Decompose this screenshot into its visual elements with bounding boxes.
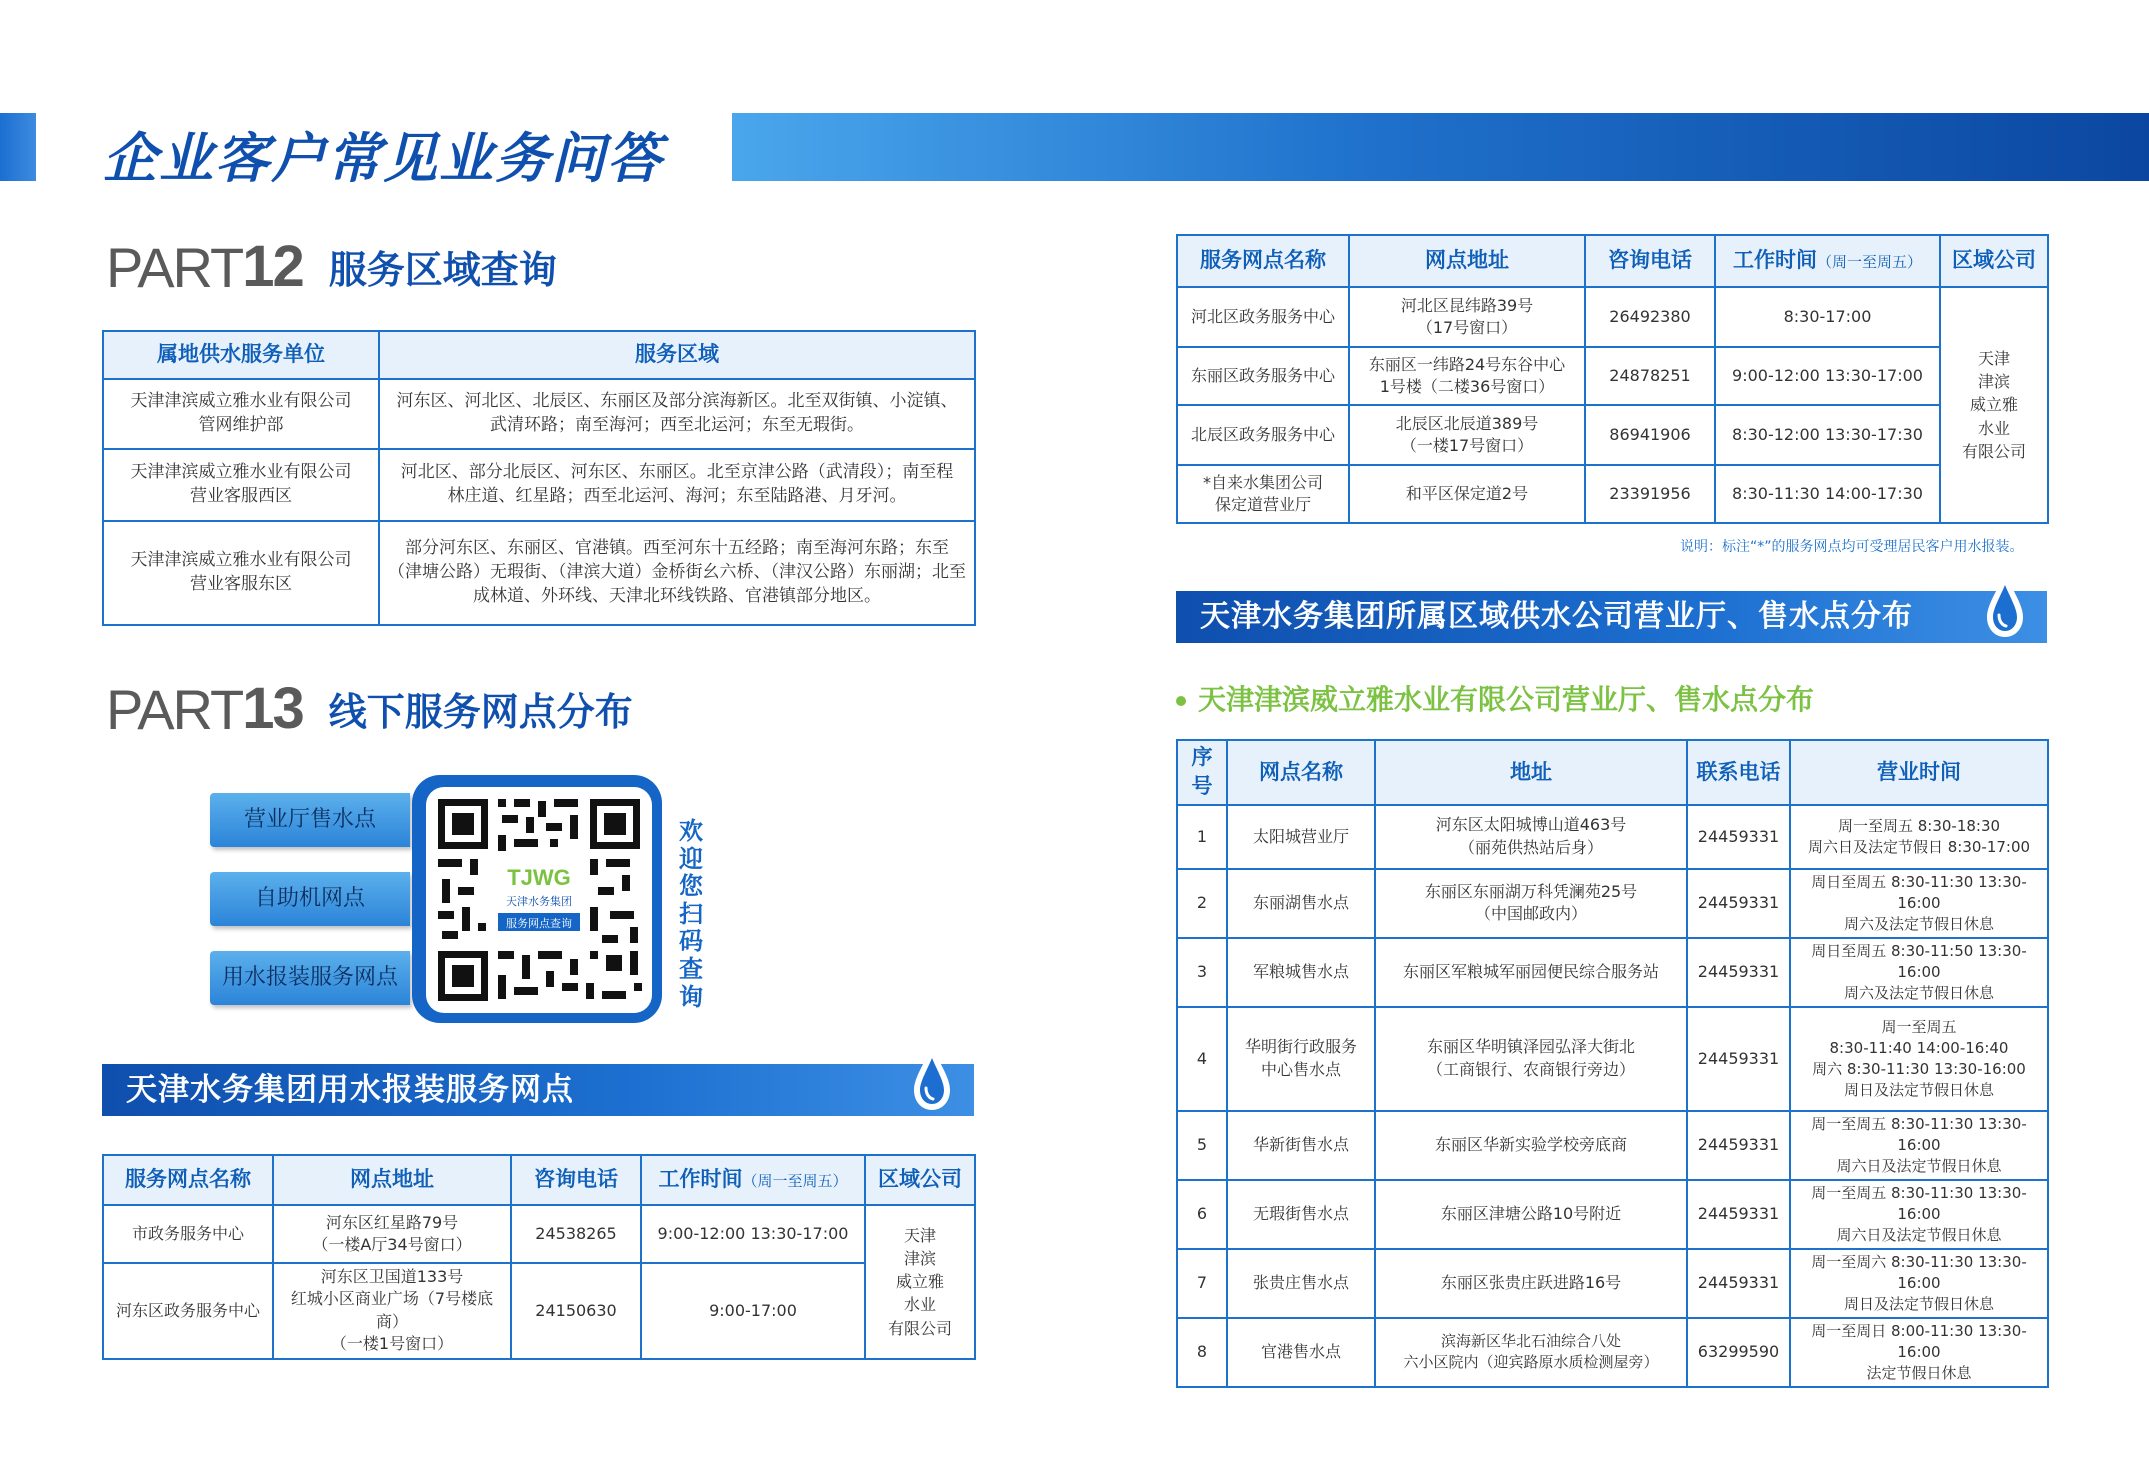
col-header-area: 服务区域 [379, 331, 975, 379]
point-name-cell: 官港售水点 [1227, 1318, 1375, 1387]
outlet-name-cell: 东丽区政务服务中心 [1177, 347, 1349, 405]
phone-cell: 24459331 [1687, 1249, 1790, 1318]
pill-sales-hall[interactable]: 营业厅售水点 [210, 793, 410, 847]
table-row [1177, 869, 2048, 938]
phone-cell: 24538265 [511, 1205, 641, 1263]
part12-word: PART [106, 236, 243, 299]
point-name-cell: 无瑕街售水点 [1227, 1180, 1375, 1249]
hours-cell: 9:00-17:00 [641, 1263, 865, 1359]
col-header-region: 区域公司 [1940, 235, 2048, 287]
hours-label: 工作时间 [1732, 248, 1817, 273]
address-cell: 河东区卫国道133号 红城小区商业广场（7号楼底商） （一楼1号窗口） [273, 1263, 511, 1359]
table-row [1177, 938, 2048, 1007]
qr-scan-prompt: 欢迎您扫码查询 [679, 817, 703, 1011]
point-name-cell: 华明街行政服务 中心售水点 [1227, 1007, 1375, 1111]
address-cell: 河东区红星路79号 （一楼A厅34号窗口） [273, 1205, 511, 1263]
outlet-name-cell: 河东区政务服务中心 [103, 1263, 273, 1359]
part13-word: PART [106, 678, 243, 741]
hours-cell: 8:30-17:00 [1715, 287, 1940, 347]
qr-logo-sub2: 服务网点查询 [506, 917, 572, 930]
point-name-cell: 华新街售水点 [1227, 1111, 1375, 1180]
hours-cell: 周一至周日 8:00-11:30 13:30-16:00 法定节假日休息 [1790, 1318, 2048, 1387]
col-header-outlet-name: 服务网点名称 [103, 1155, 273, 1205]
region-cell: 天津 津滨 威立雅 水业 有限公司 [1940, 287, 2048, 523]
hours-cell: 9:00-12:00 13:30-17:00 [641, 1205, 865, 1263]
install-outlets-title: 天津水务集团用水报装服务网点 [126, 1072, 574, 1108]
part13-title: 线下服务网点分布 [328, 690, 633, 734]
col-header-outlet-name: 服务网点名称 [1177, 235, 1349, 287]
table-row [1177, 465, 2048, 523]
hours-cell: 周一至周五 8:30-11:40 14:00-16:40 周六 8:30-11:30 13:30-16:00 周日及法定节假日休息 [1790, 1007, 2048, 1111]
address-cell: 东丽区张贵庄跃进路16号 [1375, 1249, 1687, 1318]
outlet-name-cell: *自来水集团公司 保定道营业厅 [1177, 465, 1349, 523]
water-drop-icon [1985, 571, 2025, 641]
address-cell: 东丽区津塘公路10号附近 [1375, 1180, 1687, 1249]
table-row [1177, 1111, 2048, 1180]
address-cell: 东丽区东丽湖万科凭澜苑25号 （中国邮政内） [1375, 869, 1687, 938]
table-row [1177, 805, 2048, 869]
index-cell: 1 [1177, 805, 1227, 869]
table-row [1177, 347, 2048, 405]
sales-points-title: 天津水务集团所属区域供水公司营业厅、售水点分布 [1200, 599, 1913, 634]
index-cell: 8 [1177, 1318, 1227, 1387]
col-header-hours [1715, 235, 1940, 287]
hours-cell: 周日至周五 8:30-11:50 13:30-16:00 周六及法定节假日休息 [1790, 938, 2048, 1007]
address-cell: 东丽区军粮城军丽园便民综合服务站 [1375, 938, 1687, 1007]
index-cell: 7 [1177, 1249, 1227, 1318]
hours-qualifier: （周一至周五） [1816, 253, 1922, 272]
hours-cell: 周一至周五 8:30-11:30 13:30-16:00 周六日及法定节假日休息 [1790, 1180, 2048, 1249]
unit-cell: 天津津滨威立雅水业有限公司 营业客服东区 [103, 521, 379, 625]
part12-number: 12 [242, 234, 303, 299]
address-cell: 东丽区华新实验学校旁底商 [1375, 1111, 1687, 1180]
sales-points-table [1176, 739, 2049, 1388]
address-cell: 东丽区一纬路24号东谷中心 1号楼（二楼36号窗口） [1349, 347, 1585, 405]
phone-cell: 63299590 [1687, 1318, 1790, 1387]
table-row [1177, 1318, 2048, 1387]
col-header-point-name: 网点名称 [1227, 740, 1375, 805]
address-cell: 东丽区华明镇泽园弘泽大街北 （工商银行、农商银行旁边） [1375, 1007, 1687, 1111]
region-cell: 天津 津滨 威立雅 水业 有限公司 [865, 1205, 975, 1359]
address-cell: 河北区昆纬路39号 （17号窗口） [1349, 287, 1585, 347]
col-header-region: 区域公司 [865, 1155, 975, 1205]
col-header-hours: 营业时间 [1790, 740, 2048, 805]
phone-cell: 26492380 [1585, 287, 1715, 347]
index-cell: 4 [1177, 1007, 1227, 1111]
part13-heading [106, 676, 633, 741]
col-header-unit: 属地供水服务单位 [103, 331, 379, 379]
sales-subheading [1176, 678, 1814, 718]
bullet-dot [1176, 696, 1186, 706]
col-header-hours [641, 1155, 865, 1205]
area-cell: 部分河东区、东丽区、官港镇。西至河东十五经路；南至海河东路；东至 （津塘公路）无瑕街、（津滨大道）金桥街幺六桥、（津汉公路）东丽湖；北至 成林道、外环线、天津北环线铁路、官港镇部分地区。 [379, 521, 975, 625]
hours-cell: 周一至周六 8:30-11:30 13:30-16:00 周日及法定节假日休息 [1790, 1249, 2048, 1318]
phone-cell: 24459331 [1687, 869, 1790, 938]
pill-install-service[interactable]: 用水报装服务网点 [210, 951, 410, 1005]
phone-cell: 24150630 [511, 1263, 641, 1359]
table-row [1177, 405, 2048, 465]
hours-label: 工作时间 [658, 1167, 743, 1192]
qr-logo-text: TJWG [507, 865, 571, 890]
col-header-phone: 咨询电话 [1585, 235, 1715, 287]
phone-cell: 24459331 [1687, 1111, 1790, 1180]
hours-cell: 周一至周五 8:30-11:30 13:30-16:00 周六日及法定节假日休息 [1790, 1111, 2048, 1180]
part12-title: 服务区域查询 [328, 248, 557, 292]
install-outlets-table-right [1176, 234, 2049, 524]
index-cell: 2 [1177, 869, 1227, 938]
point-name-cell: 太阳城营业厅 [1227, 805, 1375, 869]
outlet-name-cell: 河北区政务服务中心 [1177, 287, 1349, 347]
phone-cell: 24459331 [1687, 1180, 1790, 1249]
phone-cell: 24459331 [1687, 938, 1790, 1007]
table-row [1177, 1180, 2048, 1249]
pill-self-service[interactable]: 自助机网点 [210, 872, 410, 926]
hours-cell: 8:30-12:00 13:30-17:30 [1715, 405, 1940, 465]
hours-cell: 周日至周五 8:30-11:30 13:30-16:00 周六及法定节假日休息 [1790, 869, 2048, 938]
phone-cell: 86941906 [1585, 405, 1715, 465]
index-cell: 3 [1177, 938, 1227, 1007]
service-area-table [102, 330, 976, 626]
table-row [1177, 287, 2048, 347]
point-name-cell: 东丽湖售水点 [1227, 869, 1375, 938]
outlet-name-cell: 北辰区政务服务中心 [1177, 405, 1349, 465]
table-row [103, 449, 975, 521]
sales-subheading-text: 天津津滨威立雅水业有限公司营业厅、售水点分布 [1198, 683, 1815, 716]
part13-number: 13 [242, 676, 303, 741]
unit-cell: 天津津滨威立雅水业有限公司 营业客服西区 [103, 449, 379, 521]
unit-cell: 天津津滨威立雅水业有限公司 管网维护部 [103, 379, 379, 449]
header-accent-band [732, 113, 2149, 181]
install-note: 说明：标注“*”的服务网点均可受理居民客户用水报装。 [1680, 539, 2024, 555]
install-outlets-bar [102, 1064, 974, 1116]
phone-cell: 24878251 [1585, 347, 1715, 405]
water-drop-icon [912, 1044, 952, 1114]
hours-qualifier: （周一至周五） [742, 1172, 848, 1191]
col-header-address: 地址 [1375, 740, 1687, 805]
table-row [1177, 1007, 2048, 1111]
area-cell: 河东区、河北区、北辰区、东丽区及部分滨海新区。北至双街镇、小淀镇、 武清环路；南至海河；西至北运河；东至无瑕街。 [379, 379, 975, 449]
point-name-cell: 张贵庄售水点 [1227, 1249, 1375, 1318]
table-row [1177, 1249, 2048, 1318]
point-name-cell: 军粮城售水点 [1227, 938, 1375, 1007]
hours-cell: 8:30-11:30 14:00-17:30 [1715, 465, 1940, 523]
qr-code[interactable] [426, 787, 652, 1013]
col-header-address: 网点地址 [273, 1155, 511, 1205]
phone-cell: 23391956 [1585, 465, 1715, 523]
address-cell: 和平区保定道2号 [1349, 465, 1585, 523]
hours-cell: 9:00-12:00 13:30-17:00 [1715, 347, 1940, 405]
phone-cell: 24459331 [1687, 805, 1790, 869]
col-header-phone: 联系电话 [1687, 740, 1790, 805]
install-outlets-table-left [102, 1154, 976, 1360]
col-header-index: 序号 [1177, 740, 1227, 805]
area-cell: 河北区、部分北辰区、河东区、东丽区。北至京津公路（武清段）；南至程 林庄道、红星路；西至北运河、海河；东至陆路港、月牙河。 [379, 449, 975, 521]
col-header-address: 网点地址 [1349, 235, 1585, 287]
outlet-name-cell: 市政务服务中心 [103, 1205, 273, 1263]
address-cell: 河东区太阳城博山道463号 （丽苑供热站后身） [1375, 805, 1687, 869]
col-header-phone: 咨询电话 [511, 1155, 641, 1205]
table-row [103, 1205, 975, 1263]
header-accent-left [0, 113, 36, 181]
table-row [103, 1263, 975, 1359]
part12-heading [106, 234, 557, 299]
address-cell: 北辰区北辰道389号 （一楼17号窗口） [1349, 405, 1585, 465]
page-title: 企业客户常见业务问答 [103, 127, 663, 190]
qr-code-graphic [426, 787, 652, 1013]
table-row [103, 379, 975, 449]
index-cell: 5 [1177, 1111, 1227, 1180]
table-row [103, 521, 975, 625]
address-cell: 滨海新区华北石油综合八处 六小区院内（迎宾路原水质检测屋旁） [1375, 1318, 1687, 1387]
sales-points-bar [1176, 591, 2047, 643]
index-cell: 6 [1177, 1180, 1227, 1249]
hours-cell: 周一至周五 8:30-18:30 周六日及法定节假日 8:30-17:00 [1790, 805, 2048, 869]
qr-logo-sub1: 天津水务集团 [506, 895, 572, 908]
phone-cell: 24459331 [1687, 1007, 1790, 1111]
